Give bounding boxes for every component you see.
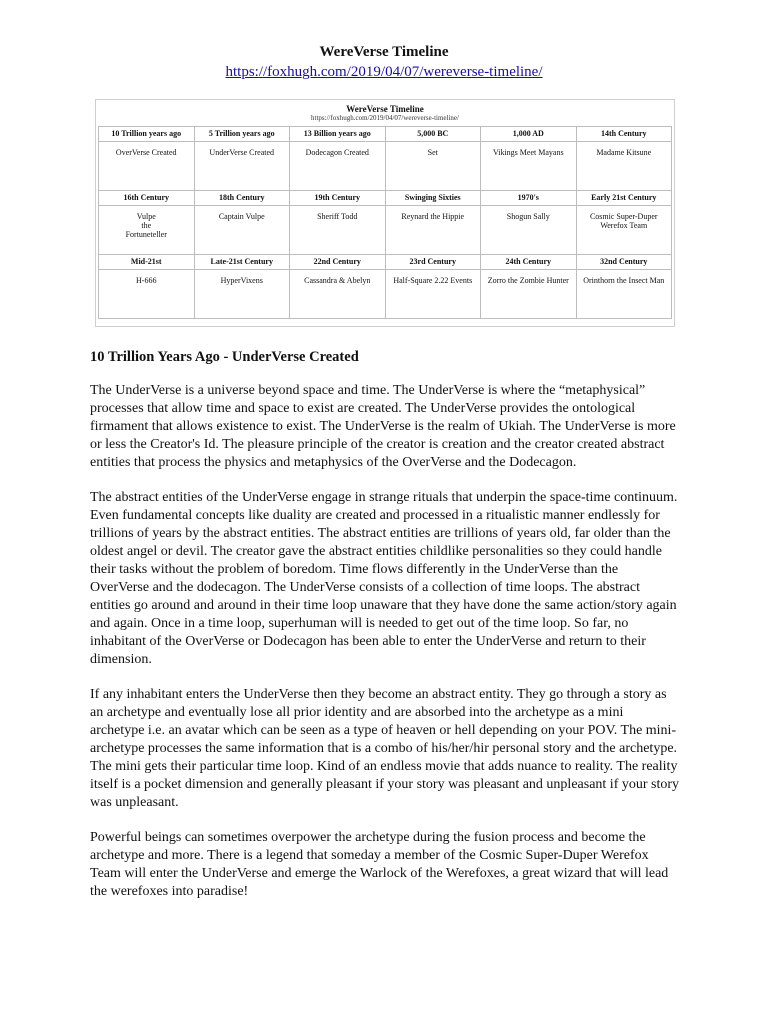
timeline-value-cell: Cosmic Super-Duper Werefox Team	[576, 206, 672, 255]
body-paragraph: The UnderVerse is a universe beyond space and time. The UnderVerse is where the “metaphysical” processes that allow time and space to exist are created. The UnderVerse provides the ontological firmament that allows existence to exist. The UnderVerse is the realm of Ukiah. The UnderVerse is more or less the Creator's Id. The pleasure principle of the creator is creation and the creator created abstract entities that process the physics and metaphysics of the OverVerse and the Dodecagon.	[90, 383, 676, 470]
section-heading: 10 Trillion Years Ago - UnderVerse Created	[90, 349, 359, 365]
timeline-image-title: WereVerse Timeline	[346, 104, 424, 114]
timeline-header-cell: 23rd Century	[385, 255, 481, 270]
timeline-header-row	[99, 127, 672, 142]
timeline-header-cell: 32nd Century	[576, 255, 672, 270]
timeline-value-cell: OverVerse Created	[99, 142, 195, 191]
timeline-header-cell: Swinging Sixties	[385, 191, 481, 206]
timeline-value-cell: HyperVixens	[194, 270, 290, 319]
timeline-value-cell: Vikings Meet Mayans	[481, 142, 577, 191]
timeline-table-image	[95, 99, 675, 327]
timeline-header-cell: 22nd Century	[290, 255, 386, 270]
timeline-header-cell: 13 Billion years ago	[290, 127, 386, 142]
timeline-value-row	[99, 142, 672, 191]
timeline-value-cell: Cassandra & Abelyn	[290, 270, 386, 319]
document-body	[90, 348, 680, 918]
source-link[interactable]: https://foxhugh.com/2019/04/07/wereverse-timeline/	[225, 64, 543, 80]
timeline-value-cell: UnderVerse Created	[194, 142, 290, 191]
document-title: WereVerse Timeline	[319, 44, 449, 60]
timeline-value-cell: Dodecagon Created	[290, 142, 386, 191]
timeline-value-cell: Half-Square 2.22 Events	[385, 270, 481, 319]
timeline-value-cell: Captain Vulpe	[194, 206, 290, 255]
timeline-value-cell: Sheriff Todd	[290, 206, 386, 255]
timeline-value-cell: Orinthorn the Insect Man	[576, 270, 672, 319]
timeline-table	[98, 126, 672, 319]
body-paragraph: Powerful beings can sometimes overpower the archetype during the fusion process and become the archetype and more. There is a legend that someday a member of the Cosmic Super-Duper Werefox Team will enter the UnderVerse and emerge the Warlock of the Werefoxes, a great wizard that will lead the werefoxes into paradise!	[90, 830, 669, 899]
timeline-image-link: https://foxhugh.com/2019/04/07/wereverse-timeline/	[311, 114, 459, 122]
timeline-header-cell: 1,000 AD	[481, 127, 577, 142]
body-paragraph: If any inhabitant enters the UnderVerse then they become an abstract entity. They go through a story as an archetype and eventually lose all prior identity and are absorbed into the archetype as a mini archetype i.e. an avatar which can be seen as a type of heaven or hell depending on your POV. The mini-archetype processes the same information that is a combo of his/her/hir personal story and the archetype. The mini gets their particular time loop. Kind of an endless movie that adds nuance to reality. The reality itself is a pocket dimension and generally pleasant if your story was pleasant and unpleasant if your story was unpleasant.	[90, 687, 680, 810]
timeline-value-cell: Vulpe the Fortuneteller	[99, 206, 195, 255]
timeline-value-cell: H-666	[99, 270, 195, 319]
timeline-header-row	[99, 191, 672, 206]
timeline-header-cell: 10 Trillion years ago	[99, 127, 195, 142]
timeline-value-cell: Shogun Sally	[481, 206, 577, 255]
timeline-value-row	[99, 270, 672, 319]
timeline-header-cell: 24th Century	[481, 255, 577, 270]
timeline-header-cell: 16th Century	[99, 191, 195, 206]
timeline-header-cell: 18th Century	[194, 191, 290, 206]
timeline-value-cell: Zorro the Zombie Hunter	[481, 270, 577, 319]
timeline-header-cell: Mid-21st	[99, 255, 195, 270]
timeline-header-cell: 19th Century	[290, 191, 386, 206]
timeline-value-cell: Reynard the Hippie	[385, 206, 481, 255]
timeline-header-row	[99, 255, 672, 270]
timeline-header-cell: 1970's	[481, 191, 577, 206]
body-paragraph: The abstract entities of the UnderVerse engage in strange rituals that underpin the space-time continuum. Even fundamental concepts like duality are created and processed in a ritualistic manner endlessly for trillions of years by the abstract entities. The abstract entities are trillions of years old, far older than the oldest angel or devil. The creator gave the abstract entities childlike personalities so they could handle their tasks without the problem of boredom. Time flows differently in the UnderVerse than the OverVerse and the dodecagon. The UnderVerse consists of a collection of time loops. The abstract entities go around and around in their time loop unaware that they have done the same action/story again and again. Once in a time loop, superhuman will is needed to get out of the time loop. So far, no inhabitant of the OverVerse or Dodecagon has been able to enter the UnderVerse and return to their dimension.	[90, 490, 678, 667]
timeline-header-cell: 14th Century	[576, 127, 672, 142]
timeline-value-cell: Set	[385, 142, 481, 191]
timeline-header-cell: 5,000 BC	[385, 127, 481, 142]
timeline-value-row	[99, 206, 672, 255]
timeline-header-cell: 5 Trillion years ago	[194, 127, 290, 142]
timeline-value-cell: Madame Kitsune	[576, 142, 672, 191]
timeline-header-cell: Early 21st Century	[576, 191, 672, 206]
timeline-header-cell: Late-21st Century	[194, 255, 290, 270]
